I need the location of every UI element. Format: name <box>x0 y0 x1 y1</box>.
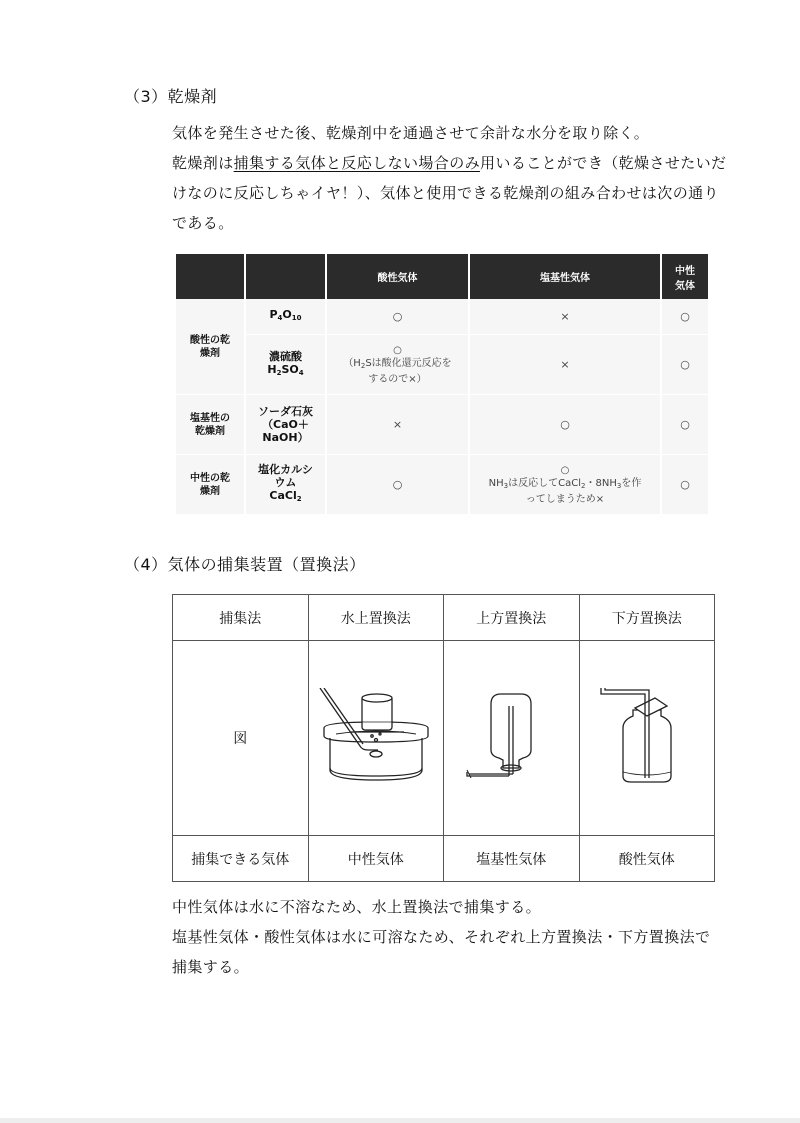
formula-subscript: 4 <box>298 368 304 377</box>
formula-line: ウム <box>274 476 297 489</box>
formula-subscript: 2 <box>276 368 282 377</box>
header-line: 気体 <box>675 280 695 292</box>
note-subscript: 3 <box>616 481 622 490</box>
text-span: 乾燥剤は <box>172 154 234 172</box>
table-footer-row <box>173 836 715 882</box>
desiccant-table <box>174 254 710 515</box>
paragraph-line: 中性気体は水に不溶なため、水上置換法で捕集する。 <box>172 898 542 916</box>
p4o10-cell <box>246 299 325 335</box>
mark-cell: ○ <box>327 455 468 515</box>
paragraph-line: 塩基性気体・酸性気体は水に可溶なため、それぞれ上方置換法・下方置換法で捕集する。 <box>172 928 711 976</box>
formula-name: 濃硫酸 <box>269 349 302 363</box>
note-subscript: 2 <box>581 481 586 490</box>
footer-cell: 塩基性気体 <box>444 836 580 882</box>
mark: ○ <box>393 344 402 356</box>
section-3-paragraph <box>172 118 732 238</box>
formula-part: SO <box>281 362 299 376</box>
mark-cell: ○ <box>662 455 708 515</box>
water-displacement-figure-cell <box>308 641 444 836</box>
section-3-heading: （3）乾燥剤 <box>124 87 218 106</box>
mark-cell: × <box>470 335 660 395</box>
header-cell-neutral-gas <box>662 254 708 299</box>
header-line: 中性 <box>675 265 695 277</box>
underlined-text: 捕集する気体と反応しない場合のみ <box>233 154 481 172</box>
formula-part: H <box>267 362 277 376</box>
h2so4-cell <box>246 335 325 395</box>
upward-displacement-figure-cell <box>444 641 580 836</box>
mark-cell: ○ <box>662 395 708 455</box>
header-cell: 捕集法 <box>173 595 309 641</box>
formula-subscript: 4 <box>277 314 283 322</box>
formula-line: NaOH） <box>262 431 309 444</box>
table-row <box>176 455 708 515</box>
note-subscript: 3 <box>503 481 509 490</box>
header-cell-acidic-gas: 酸性気体 <box>327 254 468 299</box>
note-text: するので×） <box>368 373 427 385</box>
neutral-desiccant-label <box>176 455 244 515</box>
mark-cell: ○ <box>327 299 468 335</box>
label-line: 燥剤 <box>200 347 220 359</box>
figure-label-cell: 図 <box>173 641 309 836</box>
note-text: は反応してCaCl <box>508 477 582 489</box>
mark-cell: × <box>470 299 660 335</box>
table-header-row <box>173 595 715 641</box>
table-row <box>176 299 708 335</box>
label-line: 燥剤 <box>200 485 220 497</box>
header-cell: 上方置換法 <box>444 595 580 641</box>
header-cell: 水上置換法 <box>308 595 444 641</box>
formula-part: O <box>282 308 292 321</box>
note-text: Sは酸化還元反応を <box>365 357 452 369</box>
label-line: 中性の乾 <box>190 472 230 484</box>
mark: ○ <box>560 464 570 476</box>
upward-displacement-diagram <box>461 688 561 788</box>
note-cell <box>327 335 468 395</box>
header-cell: 下方置換法 <box>579 595 715 641</box>
footer-cell: 捕集できる気体 <box>173 836 309 882</box>
formula-part: CaCl <box>269 489 297 502</box>
downward-displacement-figure-cell <box>579 641 715 836</box>
mark-cell: ○ <box>470 395 660 455</box>
table-header-row <box>176 254 708 299</box>
basic-desiccant-label <box>176 395 244 455</box>
soda-lime-cell <box>246 395 325 455</box>
page-bottom-edge <box>0 1118 800 1123</box>
note-subscript: 2 <box>360 361 366 370</box>
formula-line: （CaO＋ <box>262 418 309 431</box>
mark-cell: ○ <box>662 299 708 335</box>
note-cell <box>470 455 660 515</box>
formula-subscript: 10 <box>291 314 302 322</box>
conclusion-paragraph <box>172 892 720 982</box>
acidic-desiccant-label <box>176 299 244 395</box>
label-line: 乾燥剤 <box>195 425 225 437</box>
note-text: NH <box>488 477 504 489</box>
paragraph-line: 気体を発生させた後、乾燥剤中を通過させて余計な水分を取り除く。 <box>172 124 650 142</box>
note-text: ってしまうため× <box>525 493 605 505</box>
footer-cell: 中性気体 <box>308 836 444 882</box>
mark-cell: × <box>327 395 468 455</box>
mark-cell: ○ <box>662 335 708 395</box>
formula-line: 塩化カルシ <box>258 463 313 476</box>
note-text: ・8NH <box>585 477 617 489</box>
text-span: 用いることができ（乾燥させたいだけなのに反応しちゃイヤ！）、気体と使用できる乾燥剤の組み合わせは次の通りである。 <box>172 154 727 232</box>
table-row <box>176 395 708 455</box>
note-text: （H <box>343 357 361 369</box>
formula-part: P <box>269 308 278 321</box>
note-text: を作 <box>621 477 642 489</box>
water-displacement-diagram <box>316 688 436 788</box>
header-cell-empty <box>176 254 244 299</box>
section-4-heading: （4）気体の捕集装置（置換法） <box>124 555 366 574</box>
header-cell-basic-gas: 塩基性気体 <box>470 254 660 299</box>
collection-method-table <box>172 594 715 882</box>
footer-cell: 酸性気体 <box>579 836 715 882</box>
formula-line: ソーダ石灰 <box>258 405 313 418</box>
table-row <box>176 335 708 395</box>
figure-row <box>173 641 715 836</box>
header-cell-empty <box>246 254 325 299</box>
downward-displacement-diagram <box>597 688 697 788</box>
cacl2-cell <box>246 455 325 515</box>
label-line: 塩基性の <box>190 412 230 424</box>
formula-subscript: 2 <box>296 495 302 503</box>
label-line: 酸性の乾 <box>190 334 230 346</box>
paragraph-line <box>172 148 732 238</box>
